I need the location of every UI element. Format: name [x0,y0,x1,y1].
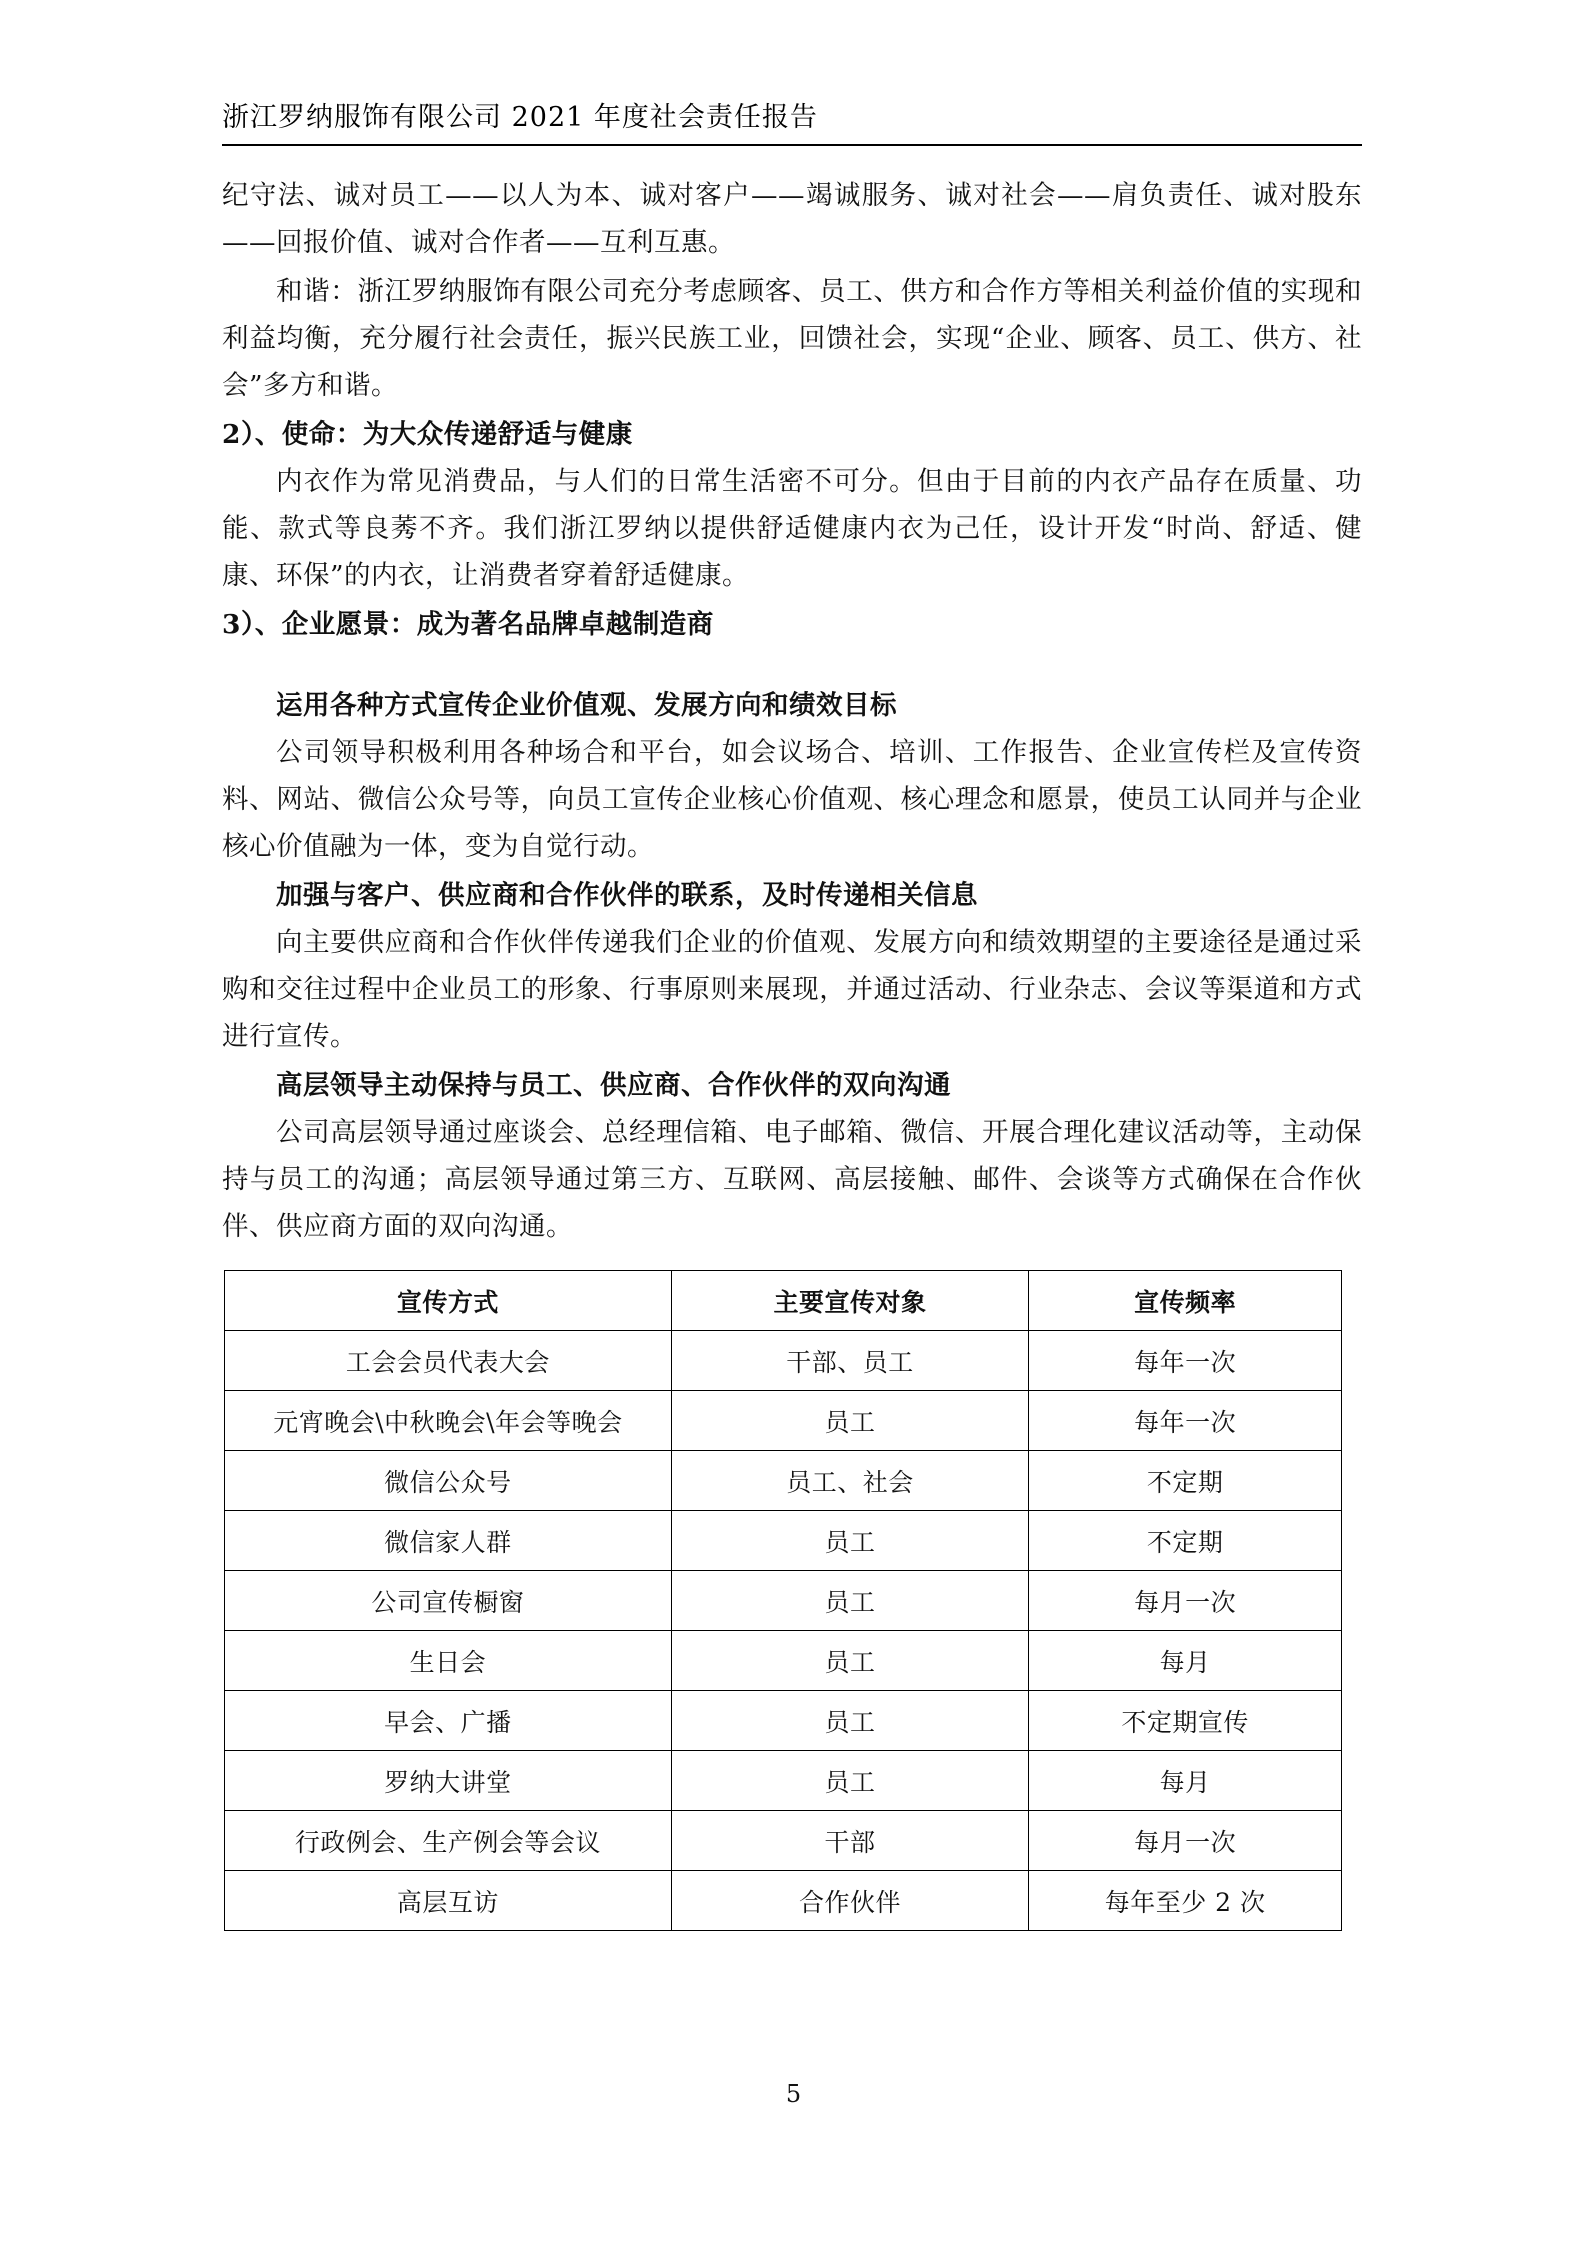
table-cell-audience: 员工 [671,1391,1028,1451]
table-row [225,1331,1342,1391]
table-row [225,1811,1342,1871]
table-column-header-frequency: 宣传频率 [1029,1271,1342,1331]
table-row [225,1571,1342,1631]
heading-mission: 2）、使命：为大众传递舒适与健康 [222,419,633,450]
table-cell-audience: 员工、社会 [671,1451,1028,1511]
spacer [222,648,1362,682]
table-cell-method: 早会、广播 [225,1691,672,1751]
table-cell-frequency: 每年至少 2 次 [1029,1871,1342,1931]
table-cell-method: 工会会员代表大会 [225,1331,672,1391]
table-cell-method: 高层互访 [225,1871,672,1931]
table-cell-method: 元宵晚会\中秋晚会\年会等晚会 [225,1391,672,1451]
table-header-row [225,1271,1342,1331]
paragraph-customer-communication: 向主要供应商和合作伙伴传递我们企业的价值观、发展方向和绩效期望的主要途径是通过采购和交往过程中企业员工的形象、行事原则来展现，并通过活动、行业杂志、会议等渠道和方式进行宣传。 [222,927,1362,1052]
table-row [225,1511,1342,1571]
heading-promote-values: 运用各种方式宣传企业价值观、发展方向和绩效目标 [276,690,897,721]
page-number: 5 [785,2080,802,2108]
page-header-title: 浙江罗纳服饰有限公司 2021 年度社会责任报告 [222,102,818,133]
table-cell-audience: 员工 [671,1511,1028,1571]
table-body [225,1331,1342,1931]
paragraph-mission: 内衣作为常见消费品，与人们的日常生活密不可分。但由于目前的内衣产品存在质量、功能、款式等良莠不齐。我们浙江罗纳以提供舒适健康内衣为己任，设计开发“时尚、舒适、健康、环保”的内衣，让消费者穿着舒适健康。 [222,466,1362,591]
table-cell-frequency: 不定期宣传 [1029,1691,1342,1751]
table-cell-method: 公司宣传橱窗 [225,1571,672,1631]
paragraph-promote-values: 公司领导积极利用各种场合和平台，如会议场合、培训、工作报告、企业宣传栏及宣传资料、网站、微信公众号等，向员工宣传企业核心价值观、核心理念和愿景，使员工认同并与企业核心价值融为一体，变为自觉行动。 [222,737,1362,862]
table-cell-method: 微信家人群 [225,1511,672,1571]
table-row [225,1451,1342,1511]
promotion-methods-table [224,1270,1342,1931]
table-column-header-audience: 主要宣传对象 [671,1271,1028,1331]
heading-customer-communication: 加强与客户、供应商和合作伙伴的联系，及时传递相关信息 [276,880,978,911]
table-cell-audience: 员工 [671,1571,1028,1631]
table-cell-frequency: 每年一次 [1029,1331,1342,1391]
table-cell-audience: 干部、员工 [671,1331,1028,1391]
heading-leadership-communication: 高层领导主动保持与员工、供应商、合作伙伴的双向沟通 [276,1070,951,1101]
paragraph-leadership-communication: 公司高层领导通过座谈会、总经理信箱、电子邮箱、微信、开展合理化建议活动等，主动保持与员工的沟通；高层领导通过第三方、互联网、高层接触、邮件、会谈等方式确保在合作伙伴、供应商方面的双向沟通。 [222,1117,1362,1242]
table-cell-audience: 干部 [671,1811,1028,1871]
table-cell-frequency: 每月 [1029,1631,1342,1691]
table-cell-frequency: 每年一次 [1029,1391,1342,1451]
table-cell-frequency: 每月一次 [1029,1811,1342,1871]
table-cell-frequency: 不定期 [1029,1451,1342,1511]
paragraph-continued: 纪守法、诚对员工——以人为本、诚对客户——竭诚服务、诚对社会——肩负责任、诚对股东——回报价值、诚对合作者——互利互惠。 [222,180,1362,258]
table-cell-method: 罗纳大讲堂 [225,1751,672,1811]
table-cell-method: 生日会 [225,1631,672,1691]
table-cell-frequency: 每月 [1029,1751,1342,1811]
table-cell-audience: 员工 [671,1751,1028,1811]
paragraph-harmony: 和谐：浙江罗纳服饰有限公司充分考虑顾客、员工、供方和合作方等相关利益价值的实现和利益均衡，充分履行社会责任，振兴民族工业，回馈社会，实现“企业、顾客、员工、供方、社会”多方和谐。 [222,276,1362,401]
table-cell-method: 微信公众号 [225,1451,672,1511]
table-cell-audience: 员工 [671,1691,1028,1751]
table-cell-audience: 合作伙伴 [671,1871,1028,1931]
table-cell-frequency: 不定期 [1029,1511,1342,1571]
table-cell-method: 行政例会、生产例会等会议 [225,1811,672,1871]
heading-vision: 3）、企业愿景：成为著名品牌卓越制造商 [222,609,714,640]
page-content [222,95,1362,1931]
table-row [225,1631,1342,1691]
table-cell-frequency: 每月一次 [1029,1571,1342,1631]
table-row [225,1871,1342,1931]
table-row [225,1691,1342,1751]
header-divider [222,144,1362,146]
table-cell-audience: 员工 [671,1631,1028,1691]
table-column-header-method: 宣传方式 [225,1271,672,1331]
table-row [225,1751,1342,1811]
table-row [225,1391,1342,1451]
